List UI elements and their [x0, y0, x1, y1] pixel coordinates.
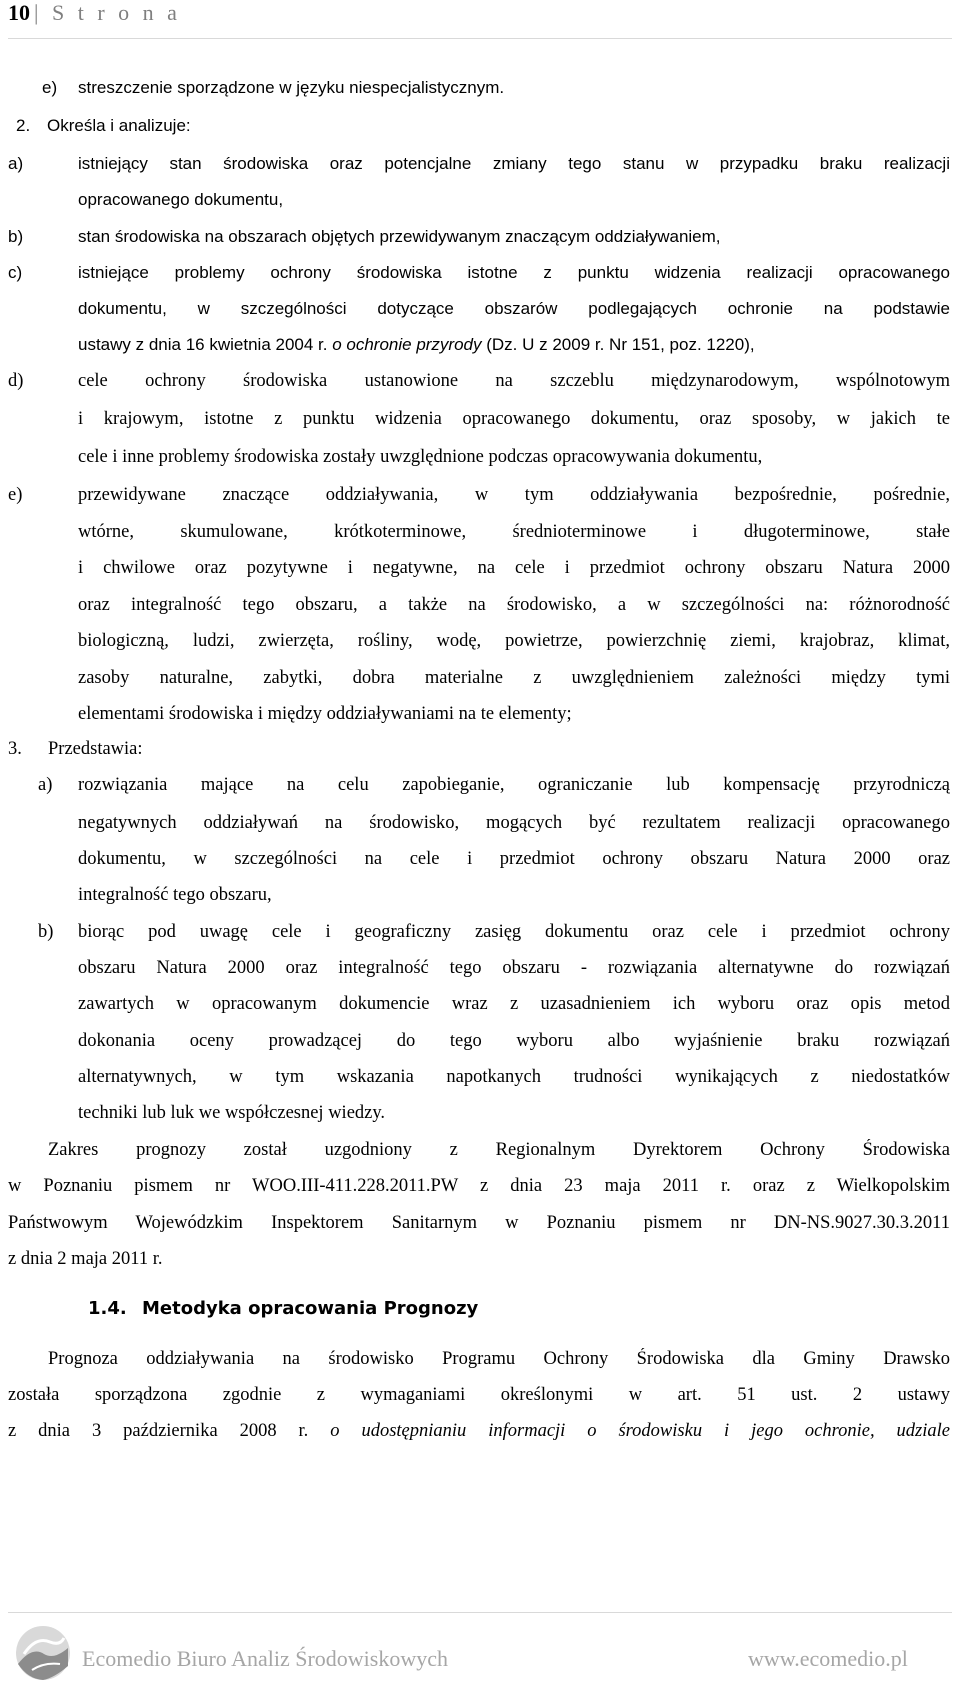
- item3-b-cont1: [0, 957, 960, 995]
- list-text: [78, 334, 755, 356]
- page-header: [8, 0, 952, 36]
- list-marker: e): [42, 78, 58, 97]
- para1-line1: [0, 1139, 960, 1177]
- para1-line3: [0, 1212, 960, 1250]
- item3-a-cont2: [0, 848, 960, 886]
- list-marker: d): [8, 371, 24, 391]
- ecomedio-logo-icon: [14, 1624, 72, 1682]
- list-marker: b): [8, 227, 24, 246]
- list-marker: b): [38, 922, 54, 942]
- list-text: integralność tego obszaru,: [78, 885, 272, 905]
- list-text: istniejące problemy ochrony środowiska istotne z punktu widzenia realizacji opracowanego: [78, 263, 950, 282]
- paragraph-text: w Poznaniu pismem nr WOO.III-411.228.2011.PW z dnia 23 maja 2011 r. oraz z Wielkopolskim: [8, 1176, 950, 1196]
- list-text: obszaru Natura 2000 oraz integralność tego obszaru - rozwiązania alternatywne do rozwiązań: [78, 958, 950, 978]
- item3-b-cont4: [0, 1066, 960, 1104]
- paragraph-text: Prognoza oddziaływania na środowisko Programu Ochrony Środowiska dla Gminy Drawsko: [48, 1349, 950, 1369]
- text-run: ustawy z dnia 16 kwietnia 2004 r.: [78, 335, 333, 354]
- list-marker: a): [38, 775, 53, 795]
- section-number: 1.4.: [88, 1298, 127, 1319]
- list-marker: c): [8, 263, 23, 282]
- list-text: cele ochrony środowiska ustanowione na szczeblu międzynarodowym, wspólnotowym: [78, 371, 950, 391]
- list-text: dokonania oceny prowadzącej do tego wyboru albo wyjaśnienie braku rozwiązań: [78, 1031, 950, 1051]
- page-number: 10: [8, 0, 30, 25]
- para1-line2: [0, 1175, 960, 1213]
- item3-intro: [0, 738, 960, 776]
- list-text: rozwiązania mające na celu zapobieganie, ograniczanie lub kompensację przyrodniczą: [78, 775, 950, 795]
- list-text: biologiczną, ludzi, zwierzęta, rośliny, wodę, powietrze, powierzchnię ziemi, krajobraz, klimat,: [78, 631, 950, 651]
- item2-c-cont2: [0, 334, 960, 372]
- item2-b: [0, 226, 960, 264]
- footer-rule: [8, 1612, 952, 1613]
- item2-a: [0, 153, 960, 191]
- para2-line2: [0, 1384, 960, 1422]
- para1-line4: [0, 1248, 960, 1286]
- item3-a-cont1: [0, 812, 960, 850]
- item2-e-cont4: [0, 630, 960, 668]
- item2-a-cont: [0, 189, 960, 227]
- section-title: Metodyka opracowania Prognozy: [142, 1298, 479, 1319]
- act-title: o udostępnianiu informacji o środowisku i jego ochronie, udziale: [330, 1421, 950, 1441]
- list-text: istniejący stan środowiska oraz potencjalne zmiany tego stanu w przypadku braku realizacji: [78, 154, 950, 173]
- item2-e-cont6: [0, 703, 960, 741]
- list-marker: 3.: [8, 739, 22, 759]
- list-text: alternatywnych, w tym wskazania napotkanych trudności wynikających z niedostatków: [78, 1067, 950, 1087]
- item2-e-cont3: [0, 594, 960, 632]
- footer-company: Ecomedio Biuro Analiz Środowiskowych: [82, 1646, 449, 1671]
- list-marker: 2.: [16, 116, 31, 135]
- list-text: streszczenie sporządzone w języku niespecjalistycznym.: [78, 78, 505, 97]
- list-text: negatywnych oddziaływań na środowisko, mogących być rezultatem realizacji opracowanego: [78, 813, 950, 833]
- list-text: dokumentu, w szczególności na cele i przedmiot ochrony obszaru Natura 2000 oraz: [78, 849, 950, 869]
- paragraph-text: Państwowym Wojewódzkim Inspektorem Sanitarnym w Poznaniu pismem nr DN-NS.9027.30.3.2011: [8, 1213, 950, 1233]
- footer-website[interactable]: www.ecomedio.pl: [748, 1646, 908, 1671]
- header-separator: |: [34, 0, 39, 25]
- list-text: stan środowiska na obszarach objętych przewidywanym znaczącym oddziaływaniem,: [78, 227, 721, 246]
- header-label: S t r o n a: [52, 0, 181, 25]
- item2-e-cont2: [0, 557, 960, 595]
- item3-a-cont3: [0, 884, 960, 922]
- paragraph-text: z dnia 2 maja 2011 r.: [8, 1249, 163, 1269]
- list-text: zasoby naturalne, zabytki, dobra materialne z uwzględnieniem zależności między tymi: [78, 668, 950, 688]
- item2-e: [0, 484, 960, 522]
- text-run: z dnia 3 października 2008 r.: [8, 1421, 331, 1441]
- item3-b-cont5: [0, 1102, 960, 1140]
- list-text: wtórne, skumulowane, krótkoterminowe, średnioterminowe i długoterminowe, stałe: [78, 522, 950, 542]
- item2-e-cont5: [0, 667, 960, 705]
- item2-c: [0, 262, 960, 300]
- item3-a: [0, 774, 960, 812]
- item2-e-cont1: [0, 521, 960, 559]
- item2-d-cont1: [0, 408, 960, 446]
- list-text: Przedstawia:: [48, 739, 143, 759]
- para2-line3: [0, 1420, 960, 1458]
- list-text: oraz integralność tego obszaru, a także na środowisko, a w szczególności na: różnorodność: [78, 595, 950, 615]
- paragraph-text: Zakres prognozy został uzgodniony z Regionalnym Dyrektorem Ochrony Środowiska: [48, 1140, 950, 1160]
- list-marker: a): [8, 154, 24, 173]
- list1-item-e: [0, 77, 960, 115]
- list-text: opracowanego dokumentu,: [78, 190, 284, 209]
- paragraph-text: [8, 1420, 950, 1444]
- list-text: Określa i analizuje:: [47, 116, 191, 135]
- item3-b-cont3: [0, 1030, 960, 1068]
- list-text: dokumentu, w szczególności dotyczące obszarów podlegających ochronie na podstawie: [78, 299, 950, 318]
- list-text: zawartych w opracowanym dokumencie wraz z uzasadnieniem ich wyboru oraz opis metod: [78, 994, 950, 1014]
- item2-c-cont1: [0, 298, 960, 336]
- item3-b-cont2: [0, 993, 960, 1031]
- item3-b: [0, 921, 960, 959]
- list-text: i chwilowe oraz pozytywne i negatywne, na cele i przedmiot ochrony obszaru Natura 2000: [78, 558, 950, 578]
- item2-d-cont2: [0, 446, 960, 484]
- page-footer: [0, 1612, 960, 1686]
- act-title: o ochronie przyrody: [332, 335, 482, 354]
- item2-intro: [0, 115, 960, 153]
- list-text: i krajowym, istotne z punktu widzenia opracowanego dokumentu, oraz sposoby, w jakich te: [78, 409, 950, 429]
- list-text: przewidywane znaczące oddziaływania, w tym oddziaływania bezpośrednie, pośrednie,: [78, 485, 950, 505]
- paragraph-text: została sporządzona zgodnie z wymaganiami określonymi w art. 51 ust. 2 ustawy: [8, 1385, 950, 1405]
- text-run: (Dz. U z 2009 r. Nr 151, poz. 1220),: [481, 335, 755, 354]
- list-text: biorąc pod uwagę cele i geograficzny zasięg dokumentu oraz cele i przedmiot ochrony: [78, 922, 950, 942]
- item2-d: [0, 370, 960, 408]
- para2-line1: [0, 1348, 960, 1386]
- header-rule: [8, 38, 952, 39]
- list-marker: e): [8, 485, 23, 505]
- list-text: techniki lub luk we współczesnej wiedzy.: [78, 1103, 386, 1123]
- list-text: elementami środowiska i między oddziaływaniami na te elementy;: [78, 704, 572, 724]
- list-text: cele i inne problemy środowiska zostały uwzględnione podczas opracowywania dokumentu,: [78, 447, 763, 467]
